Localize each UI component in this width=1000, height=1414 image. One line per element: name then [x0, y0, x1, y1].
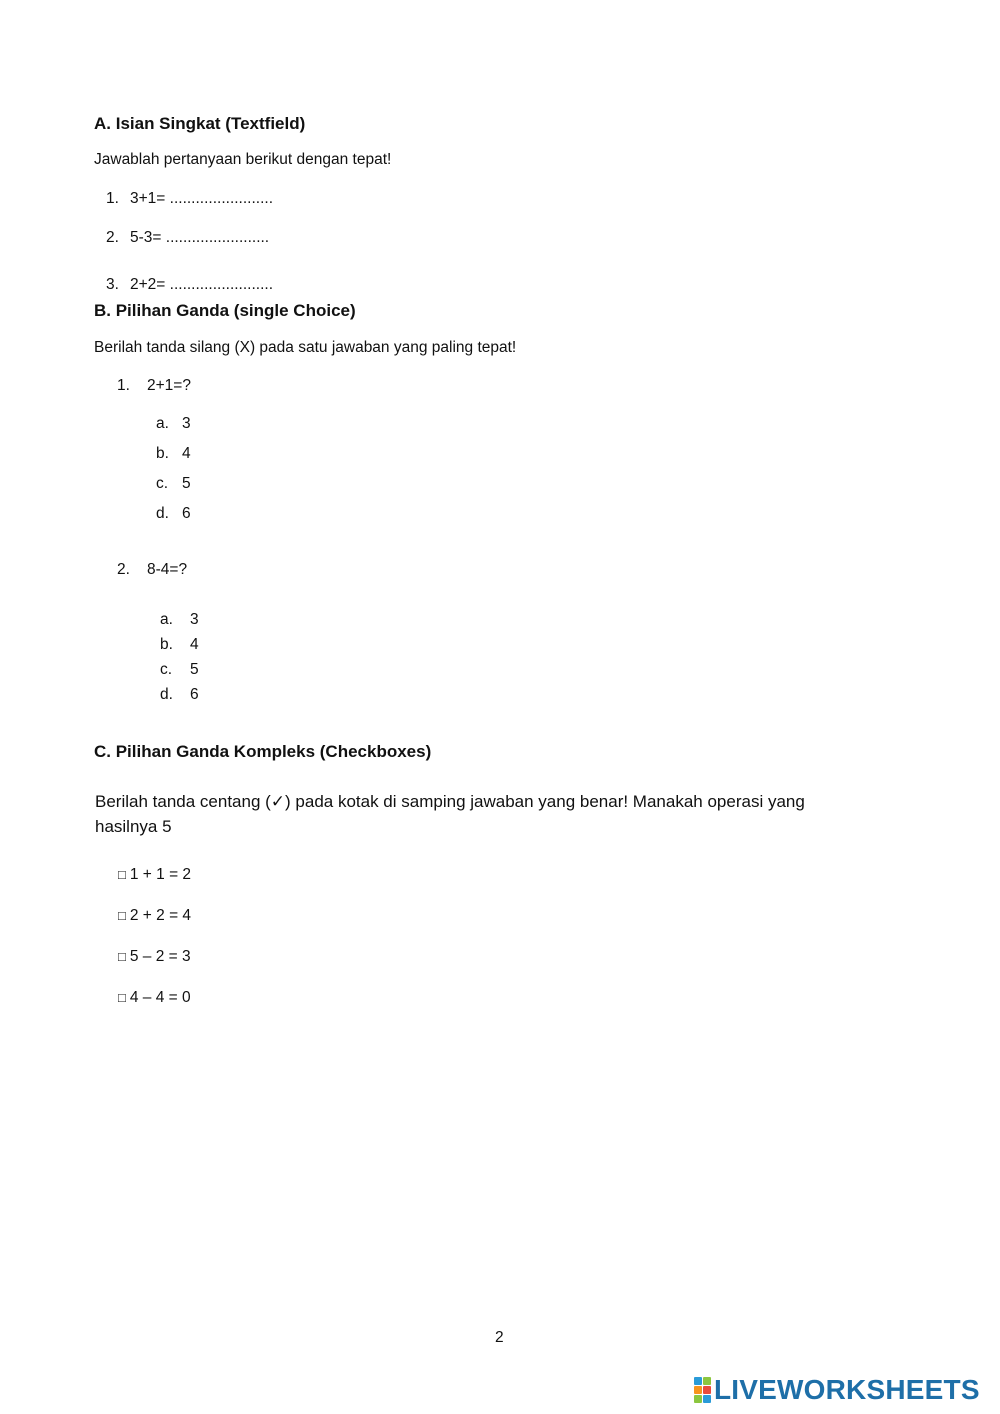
- option-letter: d.: [156, 505, 169, 522]
- option-value: 5: [190, 661, 199, 678]
- option: [156, 475, 191, 493]
- checkbox-option[interactable]: [118, 907, 191, 925]
- item-number: 3.: [106, 276, 119, 293]
- option-letter: b.: [160, 636, 173, 653]
- logo-text: LIVEWORKSHEETS: [714, 1374, 980, 1405]
- option-value: 6: [182, 505, 191, 522]
- checkbox-label: 4 – 4 = 0: [129, 989, 191, 1006]
- option-letter: d.: [160, 686, 173, 703]
- section-b-title: B. Pilihan Ganda (single Choice): [94, 301, 356, 320]
- option: [160, 636, 199, 654]
- option-value: 6: [190, 686, 199, 703]
- logo-square: [703, 1395, 711, 1403]
- option: [156, 415, 191, 433]
- option-letter: a.: [156, 415, 169, 432]
- option: [160, 686, 199, 704]
- option: [160, 611, 199, 629]
- section-a-item-2: [106, 229, 269, 247]
- checkbox-label: 2 + 2 = 4: [129, 907, 192, 924]
- item-text: 5-3= ........................: [130, 229, 270, 246]
- logo-square: [703, 1377, 711, 1385]
- item-text: 2+2= ........................: [130, 276, 274, 293]
- option-letter: c.: [160, 661, 173, 678]
- option-letter: c.: [156, 475, 169, 492]
- option-value: 4: [190, 636, 199, 653]
- question-text: 2+1=?: [147, 377, 191, 394]
- option-value: 4: [182, 445, 191, 462]
- option-value: 3: [190, 611, 199, 628]
- checkbox-icon[interactable]: □: [118, 949, 126, 964]
- option: [156, 445, 191, 463]
- section-a-item-3: [106, 276, 273, 294]
- checkbox-label: 1 + 1 = 2: [129, 866, 192, 883]
- option: [156, 505, 191, 523]
- item-text: 3+1= ........................: [130, 190, 274, 207]
- logo-square: [694, 1377, 702, 1385]
- checkbox-label: 5 – 2 = 3: [129, 948, 191, 965]
- checkbox-icon[interactable]: □: [118, 908, 126, 923]
- option-value: 3: [182, 415, 191, 432]
- liveworksheets-logo[interactable]: [694, 1374, 980, 1406]
- checkbox-icon[interactable]: □: [118, 990, 126, 1005]
- checkbox-option[interactable]: [118, 989, 191, 1007]
- question-number: 1.: [117, 377, 130, 394]
- logo-square: [694, 1395, 702, 1403]
- section-a-item-1: [106, 190, 273, 208]
- section-b-instruction: Berilah tanda silang (X) pada satu jawaban yang paling tepat!: [94, 339, 517, 356]
- section-b-question-1: [117, 377, 191, 395]
- section-a-instruction: Jawablah pertanyaan berikut dengan tepat!: [94, 151, 392, 168]
- item-number: 2.: [106, 229, 119, 246]
- option: [160, 661, 199, 679]
- section-c-title: C. Pilihan Ganda Kompleks (Checkboxes): [94, 742, 432, 761]
- checkbox-option[interactable]: [118, 866, 191, 884]
- page-number: 2: [495, 1329, 504, 1346]
- checkbox-icon[interactable]: □: [118, 867, 126, 882]
- checkbox-option[interactable]: [118, 948, 191, 966]
- question-text: 8-4=?: [147, 561, 188, 578]
- logo-square: [694, 1386, 702, 1394]
- question-number: 2.: [117, 561, 130, 578]
- logo-mark-icon: [694, 1377, 711, 1403]
- option-value: 5: [182, 475, 191, 492]
- option-letter: b.: [156, 445, 169, 462]
- item-number: 1.: [106, 190, 119, 207]
- section-c-instruction-line-1: Berilah tanda centang (✓) pada kotak di samping jawaban yang benar! Manakah operasi yang: [95, 792, 805, 811]
- logo-square: [703, 1386, 711, 1394]
- section-b-question-2: [117, 561, 187, 579]
- section-c-instruction-line-2: hasilnya 5: [95, 817, 172, 836]
- section-a-title: A. Isian Singkat (Textfield): [94, 114, 306, 133]
- option-letter: a.: [160, 611, 173, 628]
